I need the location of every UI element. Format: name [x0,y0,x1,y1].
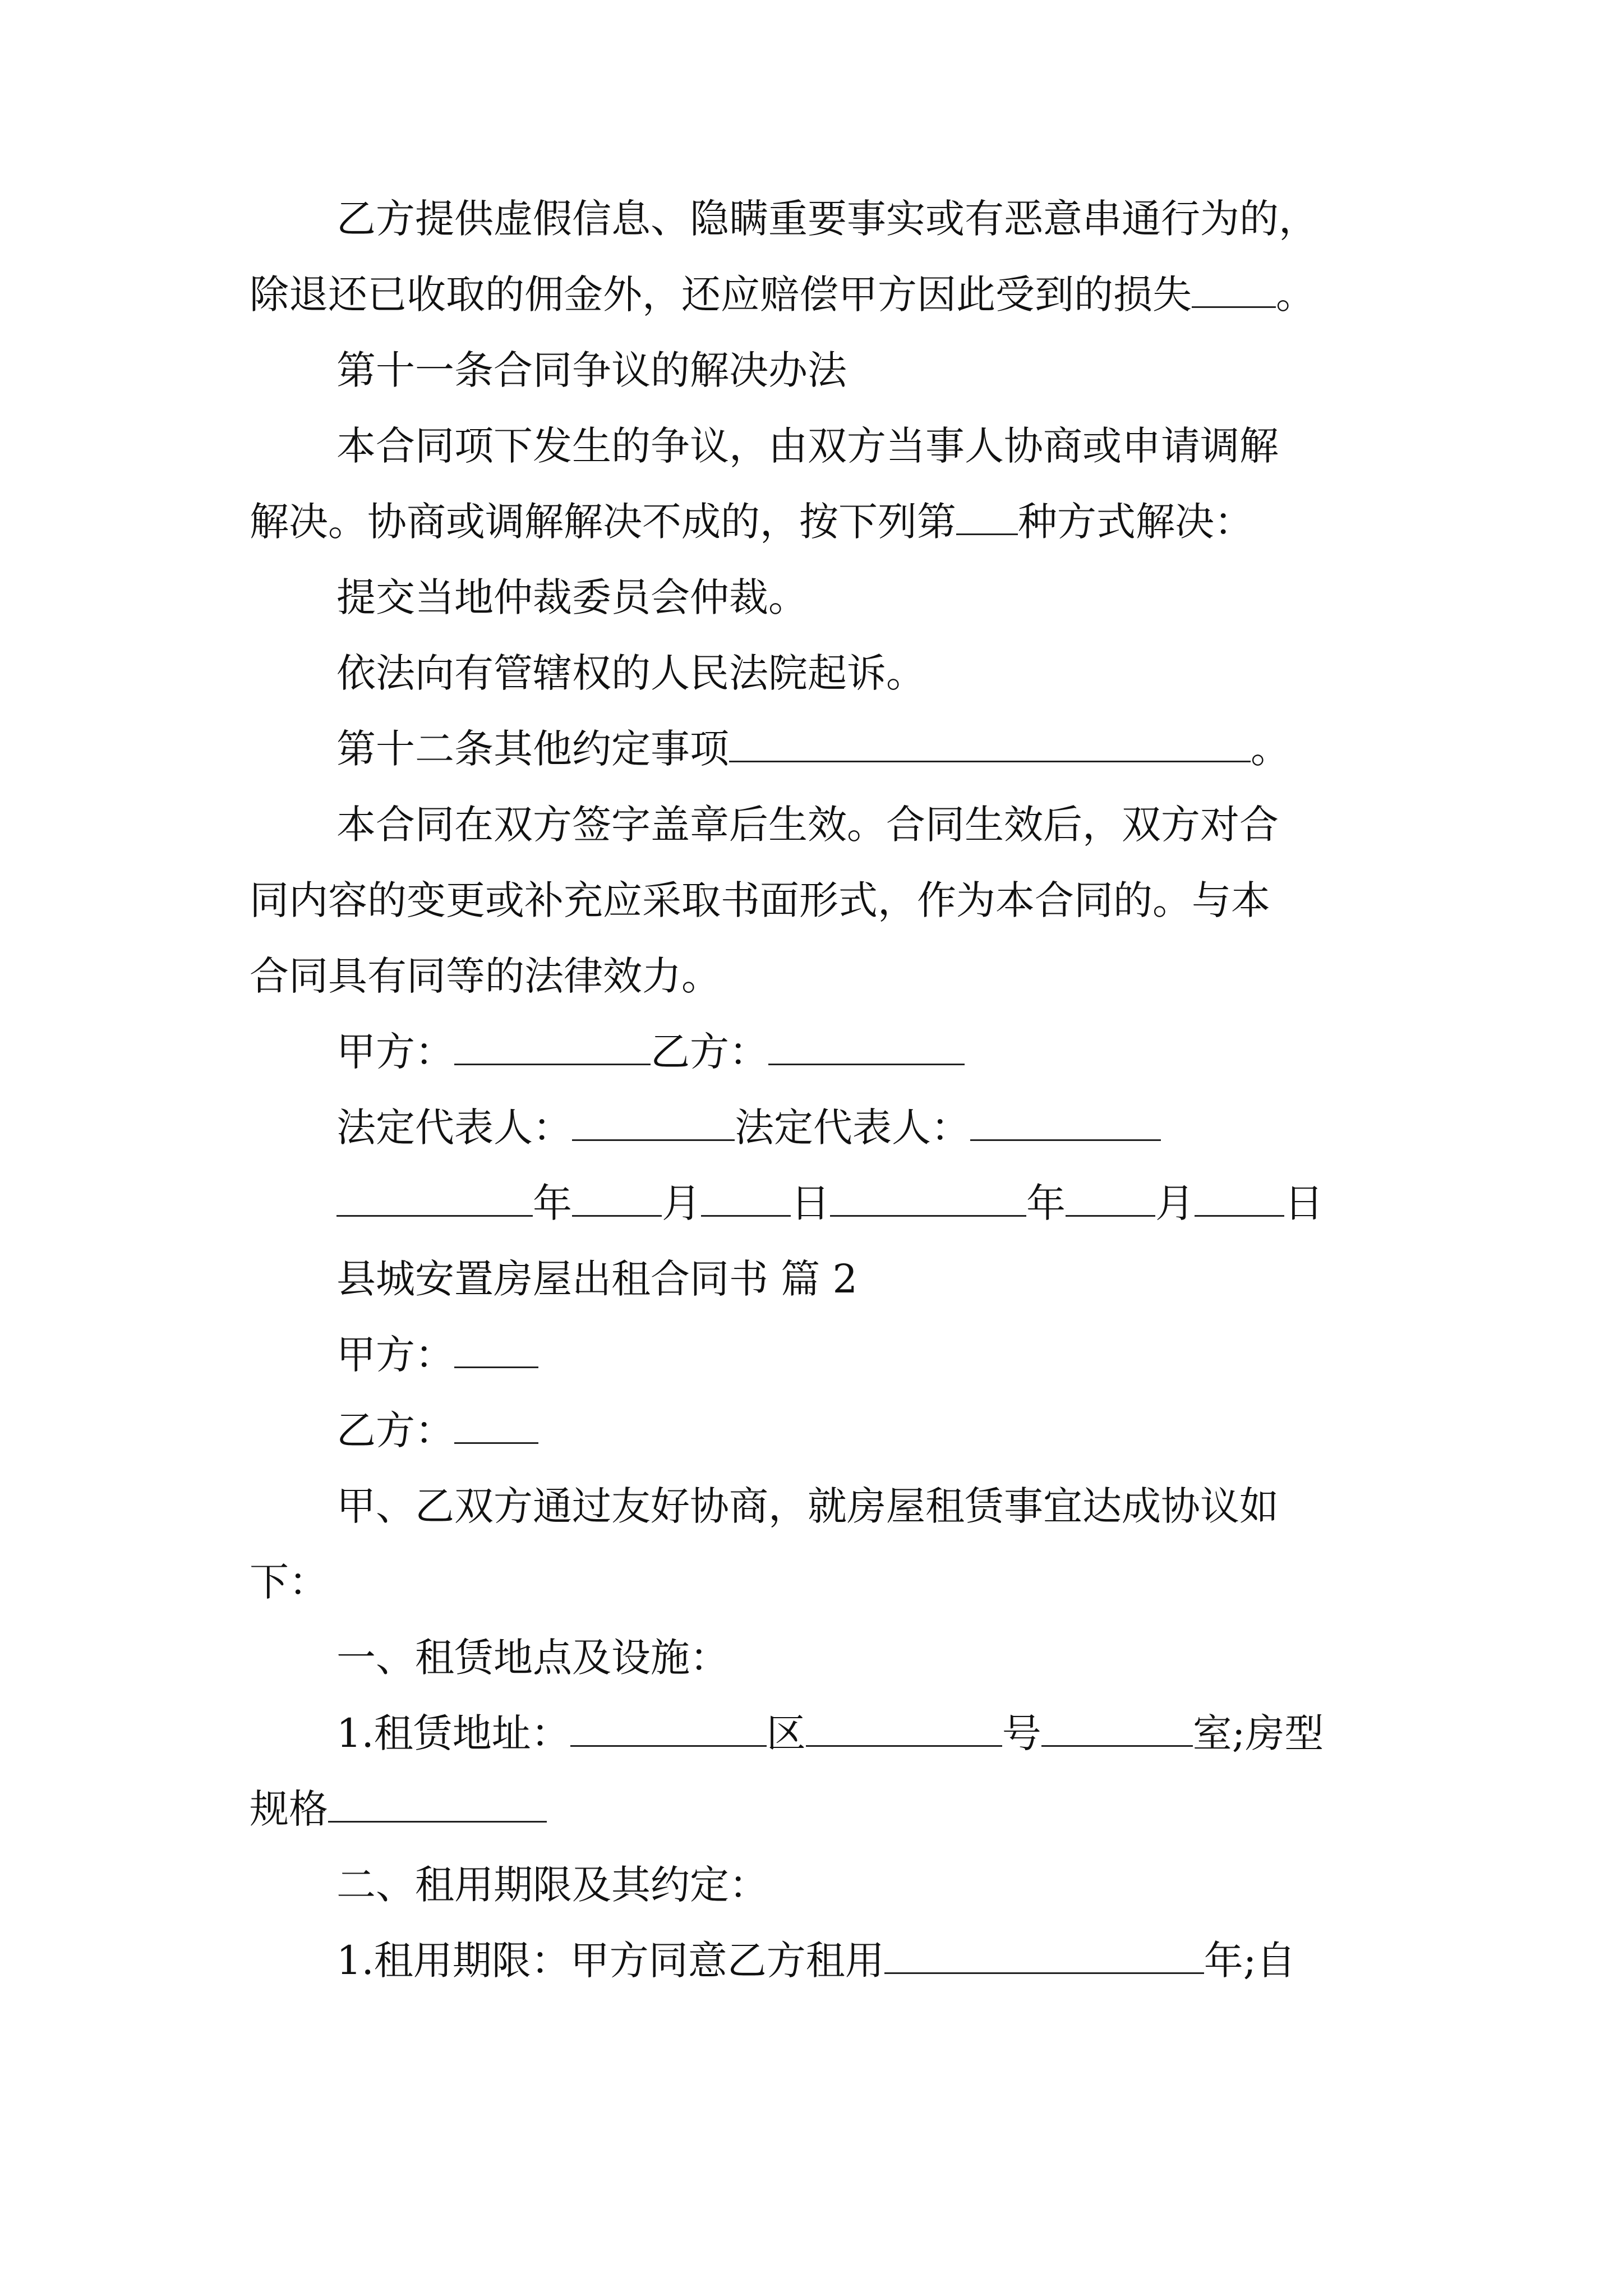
party-line [0,1402,1623,1458]
date-line [0,1175,1623,1231]
party-a-blank [454,1029,651,1065]
year-label: 年 [1026,1180,1066,1226]
party-a-label: 甲方： [336,1029,454,1075]
paragraph-line [0,797,1623,853]
party-a-blank [454,1332,538,1368]
paragraph-line [0,1781,1623,1837]
party-b-label: 乙方： [336,1407,454,1453]
party-b-blank [454,1407,538,1444]
text-line: 下： [250,1559,328,1605]
party-a-label: 甲方： [336,1332,454,1378]
year-label: 年 [533,1180,572,1226]
day-label: 日 [1284,1180,1324,1226]
text-line: 依法向有管辖权的人民法院起诉。 [336,650,925,696]
party-line [0,1327,1623,1383]
month-label: 月 [1155,1180,1195,1226]
paragraph-line [0,1554,1623,1610]
title-text: 县城安置房屋出租合同书 篇 2 [336,1256,858,1302]
text-line: 甲、乙双方通过友好协商，就房屋租赁事宜达成协议如 [336,1483,1279,1529]
section-heading [0,1857,1623,1913]
text-line: 规格 [250,1786,328,1832]
text-line: 。 [1276,272,1315,318]
text-line: 除退还已收取的佣金外，还应赔偿甲方因此受到的损失 [250,272,1192,318]
text-line: 区 [766,1710,806,1756]
text-line: 解决。协商或调解解决不成的，按下列第 [250,499,956,545]
blank-underline [1192,272,1276,308]
text-line: 本合同在双方签字盖章后生效。合同生效后，双方对合 [336,802,1279,848]
document-title [0,1251,1623,1307]
blank-underline [328,1786,547,1823]
party-b-label: 乙方： [651,1029,768,1075]
text-line: 室;房型 [1192,1710,1324,1756]
blank-underline [336,1180,533,1217]
party-b-blank [768,1029,965,1065]
section-heading [0,1630,1623,1686]
blank-underline [1041,1710,1193,1747]
paragraph-line [0,494,1623,550]
signature-line [0,1024,1623,1080]
blank-underline [729,726,1251,762]
paragraph-line [0,1705,1623,1761]
text-line: 本合同项下发生的争议，由双方当事人协商或申请调解 [336,423,1279,469]
heading-text: 第十二条其他约定事项 [336,726,729,772]
blank-underline [572,1180,662,1217]
blank-underline [884,1938,1204,1974]
blank-underline [956,499,1018,535]
text-line: 年;自 [1204,1938,1296,1984]
paragraph-line [0,948,1623,1004]
blank-underline [1066,1180,1155,1217]
paragraph-line [0,1478,1623,1534]
paragraph-line [0,418,1623,474]
blank-underline [830,1180,1026,1217]
text-line: 提交当地仲裁委员会仲裁。 [336,574,808,620]
heading-text: 一、租赁地点及设施： [336,1635,729,1681]
text-line: 1.租用期限：甲方同意乙方租用 [336,1938,884,1984]
section-heading [0,342,1623,398]
text-line: 1.租赁地址： [336,1710,570,1756]
blank-underline [1195,1180,1284,1217]
paragraph-line [0,569,1623,625]
paragraph-line [0,645,1623,701]
day-label: 日 [791,1180,830,1226]
section-heading [0,721,1623,777]
legal-rep-blank [572,1105,735,1141]
month-label: 月 [662,1180,701,1226]
text-line: 同内容的变更或补充应采取书面形式，作为本合同的。与本 [250,877,1270,923]
signature-line [0,1099,1623,1156]
text-line: 号 [1002,1710,1041,1756]
legal-rep-blank [970,1105,1161,1141]
text-line: 种方式解决： [1018,499,1253,545]
text-line: 乙方提供虚假信息、隐瞒重要事实或有恶意串通行为的， [336,196,1318,242]
text-line: 合同具有同等的法律效力。 [250,953,721,999]
paragraph-line [0,191,1623,247]
blank-underline [570,1710,767,1747]
blank-underline [806,1710,1002,1747]
legal-rep-label: 法定代表人： [336,1105,572,1151]
heading-text: 二、租用期限及其约定： [336,1862,768,1908]
text-line: 。 [1251,726,1290,772]
legal-rep-label: 法定代表人： [735,1105,970,1151]
blank-underline [701,1180,791,1217]
paragraph-line [0,1932,1623,1989]
paragraph-line [0,266,1623,323]
heading-text: 第十一条合同争议的解决办法 [336,347,847,393]
paragraph-line [0,872,1623,928]
